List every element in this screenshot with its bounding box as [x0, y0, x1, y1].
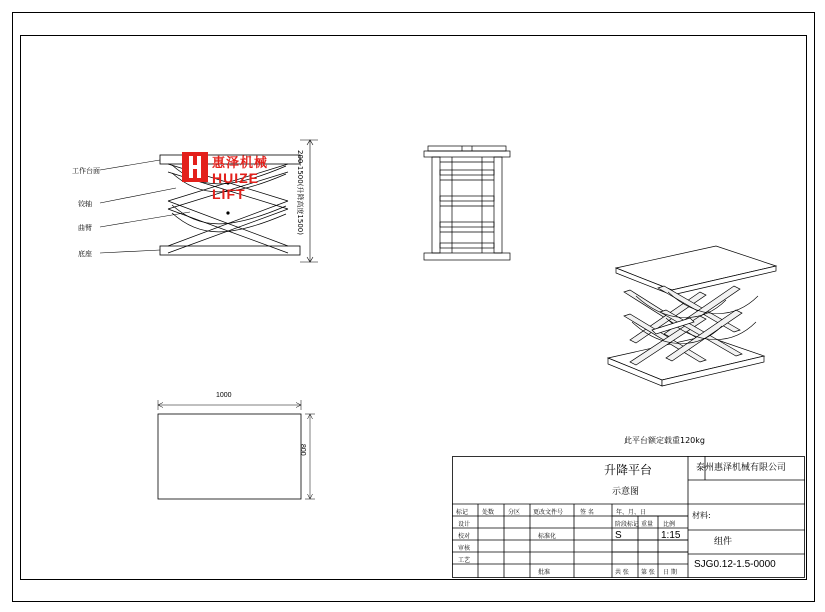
label-sheet-no: 第 张 — [641, 569, 655, 576]
title-sub: 示意图 — [612, 487, 640, 497]
header-stage-mark: 阶段标记 — [615, 521, 640, 528]
header-count: 处数 — [482, 509, 495, 516]
callout-work-platform: 工作台面 — [72, 167, 100, 175]
load-note: 此平台额定载重120kg — [624, 436, 705, 445]
scale-value: 1:15 — [661, 530, 681, 541]
drawing-number: SJG0.12-1.5-0000 — [694, 559, 776, 570]
label-date: 日 期 — [663, 569, 677, 576]
logo-english-text: HUIZE LIFT — [212, 170, 259, 202]
label-design: 设计 — [458, 521, 471, 528]
label-total-sheets: 共 张 — [615, 569, 629, 576]
material-label: 材料: — [692, 511, 711, 520]
callout-base: 底座 — [78, 250, 92, 258]
label-standardize: 标准化 — [538, 533, 557, 540]
label-approve: 批准 — [538, 569, 551, 576]
header-signature: 签 名 — [580, 509, 594, 516]
header-weight: 重量 — [641, 521, 654, 528]
callout-hinge: 铰轴 — [78, 200, 92, 208]
title-block — [452, 456, 805, 578]
dimension-height-range: 200-1500(升降高度1500) — [296, 150, 304, 235]
header-change-file: 更改文件号 — [533, 509, 564, 516]
material-value: 组件 — [714, 537, 733, 547]
dimension-plate-width: 1000 — [216, 392, 232, 399]
dimension-plate-depth: 800 — [299, 444, 306, 456]
header-date: 年、月、日 — [616, 509, 647, 516]
title-main: 升降平台 — [604, 463, 653, 477]
logo-chinese-text: 惠泽机械 — [212, 156, 269, 171]
company-name: 泰州惠泽机械有限公司 — [696, 463, 787, 473]
header-scale: 比例 — [663, 521, 676, 528]
header-mark: 标记 — [456, 509, 469, 516]
label-check: 校对 — [458, 533, 471, 540]
header-zone: 分区 — [508, 509, 521, 516]
callout-arm: 曲臂 — [78, 224, 92, 232]
label-audit: 审核 — [458, 545, 471, 552]
stage-mark-value: S — [615, 530, 622, 541]
label-process: 工艺 — [458, 557, 471, 564]
